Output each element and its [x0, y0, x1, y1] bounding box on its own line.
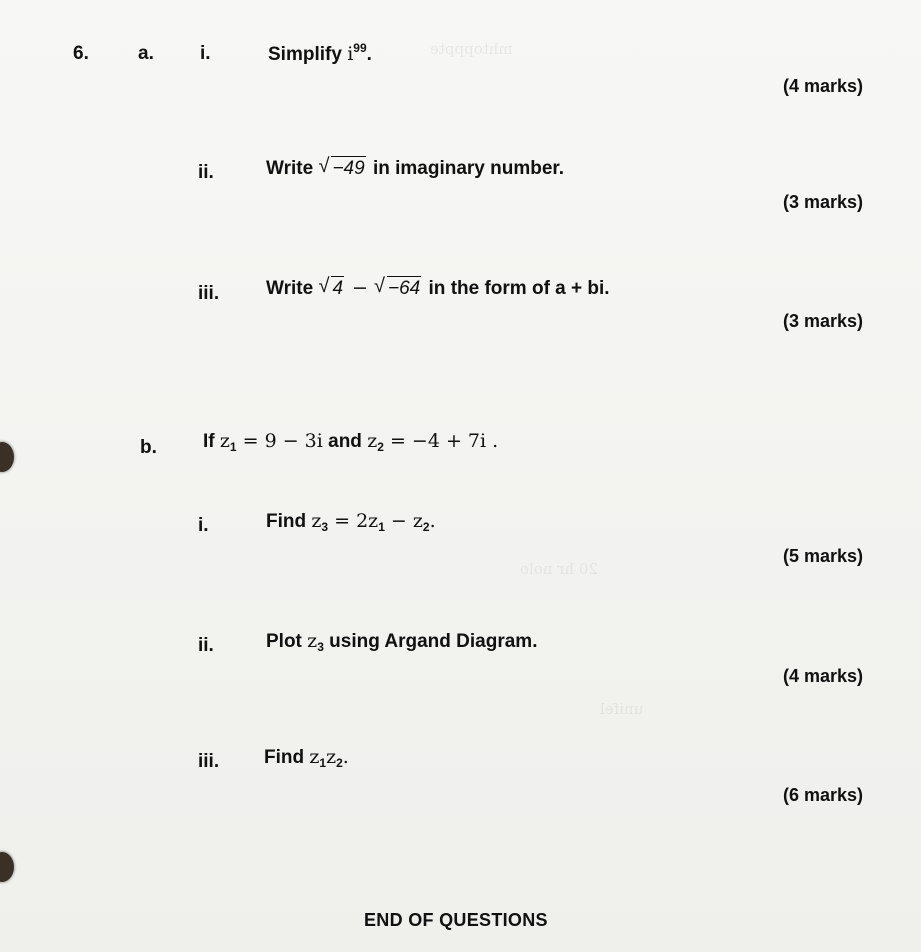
question-number: 6. [73, 43, 89, 64]
question-text: Plot $z_3$ using Argand Diagram. [266, 630, 538, 654]
item-number: iii. [198, 751, 220, 772]
punch-hole [0, 442, 14, 472]
item-number: i. [200, 43, 211, 64]
marks-label: (6 marks) [782, 785, 863, 805]
square-root: √ −64 [374, 275, 421, 299]
marks-label: (3 marks) [782, 311, 863, 331]
square-root: √ 4 [318, 275, 344, 299]
marks-label: (5 marks) [782, 546, 863, 566]
marks-label: (4 marks) [782, 76, 863, 96]
end-of-questions: END OF QUESTIONS [364, 910, 548, 930]
question-text: Write √ −49 in imaginary number. [266, 155, 565, 179]
marks-label: (3 marks) [782, 192, 863, 212]
item-number: ii. [198, 162, 214, 183]
item-number: i. [198, 515, 209, 536]
bleed-through: 20 hr nolo [520, 560, 598, 578]
question-text: Simplify $i^{99}$. [268, 41, 372, 65]
item-number: iii. [198, 283, 220, 304]
part-a-label: a. [138, 43, 154, 64]
marks-label: (4 marks) [782, 666, 863, 686]
square-root: √ −49 [318, 155, 365, 179]
question-text: If $z_1 = 9 - 3i$ and $z_2 = -4 + 7i$ . [203, 430, 499, 454]
bleed-through: unifel [600, 700, 644, 718]
bleed-through: mhtopppte [430, 40, 513, 58]
item-number: ii. [198, 635, 214, 656]
punch-hole [0, 852, 14, 882]
part-b-label: b. [140, 437, 157, 458]
question-text: Find $z_3 = 2z_1 - z_2$. [266, 510, 436, 534]
question-text: Find $z_1z_2$. [264, 746, 349, 770]
question-text: Write √ 4 − √ −64 in the form of a + bi. [266, 275, 610, 299]
